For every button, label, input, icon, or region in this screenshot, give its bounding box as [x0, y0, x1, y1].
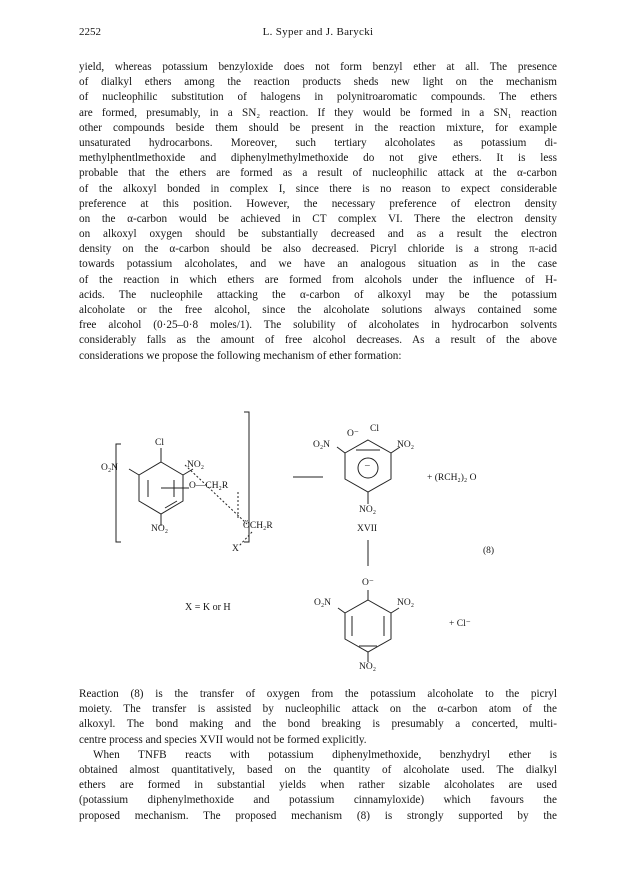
text-line: unsaturated hydrocarbons. Moreover, such tertiary alcoholates as potassium di- — [79, 136, 557, 149]
text-line: moiety. The transfer is assisted by nucleophilic attack on the α-carbon atom of the — [79, 703, 557, 716]
text-line: alkoxyl. The bond making and the bond breaking is presumably a concerted, multi- — [79, 718, 557, 731]
text-line: on alkoxyl oxygen should be substantially decreased and as a result the electron — [79, 228, 557, 241]
text-line: methylphentlmethoxide and diphenylmethylmethoxide do not give ethers. It is less — [79, 152, 557, 165]
text-line: alcoholate or the free alcohol, since the alcoholate solutions always contained some — [79, 304, 557, 316]
text-line: considerations we propose the following mechanism of ether formation: — [79, 349, 402, 362]
text-line: of dialkyl ethers among the reaction products sheds new light on the mechanism — [79, 76, 557, 89]
body-paragraph-1 — [79, 60, 557, 364]
page-number: 2252 — [79, 26, 101, 38]
chloride-co-product: + Cl⁻ — [449, 619, 471, 629]
text-line: towards potassium alcoholates, and we have an analogous situation as in the case — [79, 258, 557, 271]
text-line: ethers are formed in substantial yields when rather sizable alcoholates are used — [79, 779, 557, 792]
body-paragraph-2 — [79, 687, 557, 824]
text-line: considerably falls as the amount of free alcohol decreases. As a result of the above — [79, 334, 557, 347]
text-line: on the α-carbon would be achieved in CT complex VI. There the electron density — [79, 212, 557, 225]
text-line: proposed mechanism. The proposed mechanism (8) is strongly supported by the — [79, 809, 557, 822]
product-no2-label: NO₂ — [397, 598, 415, 608]
left-bottom-no2-label: NO₂ — [151, 524, 169, 534]
ring-charge-label: – — [365, 461, 370, 471]
page-header — [79, 26, 557, 42]
species-xvii-label: XVII — [357, 524, 378, 534]
left-bracket — [116, 444, 121, 542]
text-line: Reaction (8) is the transfer of oxygen from the potassium alcoholate to the picryl — [79, 688, 557, 700]
reaction-scheme-8 — [79, 400, 557, 675]
text-line: centre process and species XVII would not be formed explicitly. — [79, 733, 367, 746]
no2-bond — [337, 447, 345, 453]
no2-bond — [338, 608, 345, 613]
product-bottom-no2-label: NO₂ — [359, 662, 377, 672]
intermediate-no2-label: NO₂ — [397, 440, 415, 450]
counter-ion-label: X — [232, 544, 239, 554]
intermediate-bottom-no2-label: NO₂ — [359, 505, 377, 515]
attack-line — [185, 465, 247, 524]
intermediate-o2n-label: O₂N — [313, 440, 331, 450]
text-line: free alcohol (0·25–0·8 moles/1). The solubility of alcoholates in hydrocarbon solvents — [79, 319, 557, 332]
text-line: (potassium diphenylmethoxide and potassium cinnamyloxide) which favours the — [79, 794, 557, 807]
text-line: of the reaction in which ethers are formed from alcohols under the influence of H- — [79, 273, 557, 286]
text-line: of nucleophilic substitution of halogens in polynitroaromatic compounds. The ethers — [79, 91, 557, 104]
no2-bond — [129, 469, 139, 475]
alkoxide-label: O—CH₂R — [189, 481, 229, 491]
left-o2n-label: O₂N — [101, 463, 119, 473]
nucleophile-label: ÖCH₂R — [243, 521, 273, 531]
x-definition: X = K or H — [185, 602, 231, 613]
text-line: other compounds beside them should be present in the reaction mixture, for example — [79, 121, 557, 134]
text-line: obtained almost quantitatively, based on the quantity of alcoholate used. The dialkyl — [79, 763, 557, 776]
intermediate-oxide-label: O⁻ — [347, 429, 359, 439]
text-line: When TNFB reacts with potassium diphenylmethoxide, benzhydryl ether is — [93, 748, 557, 761]
text-line: are formed, presumably, in a SN₂ reaction. If they would be formed in a SN₁ reaction — [79, 106, 557, 119]
left-cl-label: Cl — [155, 438, 164, 448]
left-no2-label: NO₂ — [187, 460, 205, 470]
text-line: yield, whereas potassium benzyloxide does not form benzyl ether at all. The presence — [79, 61, 557, 73]
product-oxide-label: O⁻ — [362, 578, 374, 588]
intermediate-cl-label: Cl — [370, 424, 379, 434]
text-line: probable that the ethers are formed as a result of nucleophilic attack at the α-carbon — [79, 167, 557, 180]
ring-inner-bond — [165, 501, 177, 508]
counter-ion-bond — [239, 532, 252, 546]
text-line: acids. The nucleophile attacking the α-carbon of alkoxyl may be the potassium — [79, 288, 557, 301]
text-line: of the alkoxyl bonded in complex I, since there is no reason to expect considerable — [79, 182, 557, 195]
equation-number: (8) — [483, 546, 495, 556]
running-head: L. Syper and J. Barycki — [262, 26, 374, 38]
text-line: preference at this position. However, the necessary preference of electron density — [79, 197, 557, 210]
ether-by-product: + (RCH₂)₂ O — [427, 473, 477, 483]
text-line: density on the α-carbon should be also decreased. Picryl chloride is a strong π-acid — [79, 243, 557, 256]
product-o2n-label: O₂N — [314, 598, 332, 608]
no2-bond — [391, 608, 399, 613]
